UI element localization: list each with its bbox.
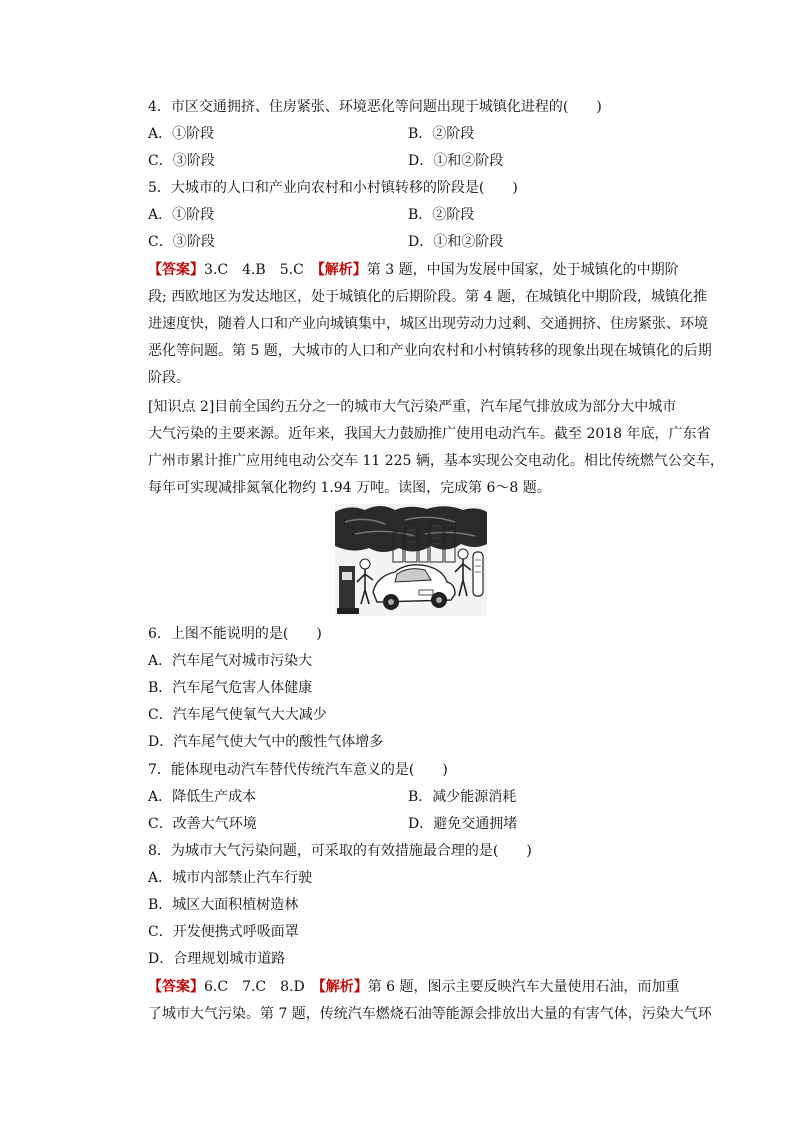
question-7-option-b: B．减少能源消耗 (408, 789, 517, 805)
knowledge-point-line-2: 大气污染的主要来源。近年来，我国大力鼓励推广使用电动汽车。截至 2018 年底，广东省 (148, 426, 711, 442)
answer-values: 3.C 4.B 5.C (204, 262, 318, 278)
question-4-option-b: B．②阶段 (408, 126, 475, 142)
question-7-stem: 7．能体现电动汽车替代传统汽车意义的是( ) (148, 762, 448, 778)
analysis-tag: 【解析】 (317, 262, 367, 278)
answer-tag: 【答案】 (148, 979, 204, 995)
question-6-option-c: C．汽车尾气使氧气大大减少 (148, 707, 327, 723)
answer-block-1-line-4: 恶化等问题。第 5 题，大城市的人口和产业向农村和小村镇转移的现象出现在城镇化的后期 (148, 343, 712, 359)
knowledge-point-line-1: [知识点 2]目前全国约五分之一的城市大气污染严重，汽车尾气排放成为部分大中城市 (148, 399, 677, 415)
question-6-stem: 6．上图不能说明的是( ) (148, 626, 322, 642)
question-6-option-b: B．汽车尾气危害人体健康 (148, 680, 313, 696)
question-7-option-c: C．改善大气环境 (148, 816, 257, 832)
question-7-option-d: D．避免交通拥堵 (408, 816, 518, 832)
question-5-option-b: B．②阶段 (408, 207, 475, 223)
question-4-option-d: D．①和②阶段 (408, 153, 504, 169)
answer-values: 6.C 7.C 8.D (204, 979, 319, 995)
car-exhaust-cartoon-figure (335, 504, 487, 616)
question-4-option-a: A．①阶段 (148, 126, 215, 142)
knowledge-point-line-3: 广州市累计推广应用纯电动公交车 11 225 辆，基本实现公交电动化。相比传统燃气公交车， (148, 453, 724, 469)
answer-block-2-line-1 (148, 978, 680, 996)
analysis-tag: 【解析】 (318, 979, 368, 995)
answer-block-1-line-2: 段; 西欧地区为发达地区，处于城镇化的后期阶段。第 4 题，在城镇化中期阶段，城镇化推 (148, 289, 707, 305)
analysis-text: 第 6 题，图示主要反映汽车大量使用石油，而加重 (367, 979, 680, 995)
knowledge-point-line-4: 每年可实现减排氮氧化物约 1.94 万吨。读图，完成第 6～8 题。 (148, 480, 551, 496)
question-5-option-c: C．③阶段 (148, 234, 215, 250)
question-5-option-a: A．①阶段 (148, 207, 215, 223)
answer-block-2-line-2: 了城市大气污染。第 7 题，传统汽车燃烧石油等能源会排放出大量的有害气体，污染大气环 (148, 1006, 712, 1022)
question-4-stem: 4．市区交通拥挤、住房紧张、环境恶化等问题出现于城镇化进程的( ) (148, 99, 602, 115)
question-8-option-b: B．城区大面积植树造林 (148, 897, 299, 913)
answer-tag: 【答案】 (148, 262, 204, 278)
question-6-option-d: D．汽车尾气使大气中的酸性气体增多 (148, 734, 384, 750)
question-8-option-a: A．城市内部禁止汽车行驶 (148, 870, 313, 886)
analysis-text: 第 3 题，中国为发展中国家，处于城镇化的中期阶 (366, 262, 679, 278)
question-7-option-a: A．降低生产成本 (148, 789, 257, 805)
question-5-option-d: D．①和②阶段 (408, 234, 504, 250)
question-6-option-a: A．汽车尾气对城市污染大 (148, 653, 313, 669)
answer-block-1-line-1 (148, 261, 679, 279)
question-4-option-c: C．③阶段 (148, 153, 215, 169)
answer-block-1-line-5: 阶段。 (148, 370, 190, 386)
question-8-option-d: D．合理规划城市道路 (148, 951, 286, 967)
question-8-stem: 8．为城市大气污染问题，可采取的有效措施最合理的是( ) (148, 843, 532, 859)
question-8-option-c: C．开发便携式呼吸面罩 (148, 924, 299, 940)
question-5-stem: 5．大城市的人口和产业向农村和小村镇转移的阶段是( ) (148, 180, 518, 196)
answer-block-1-line-3: 进速度快，随着人口和产业向城镇集中，城区出现劳动力过剩、交通拥挤、住房紧张、环境 (148, 316, 708, 332)
